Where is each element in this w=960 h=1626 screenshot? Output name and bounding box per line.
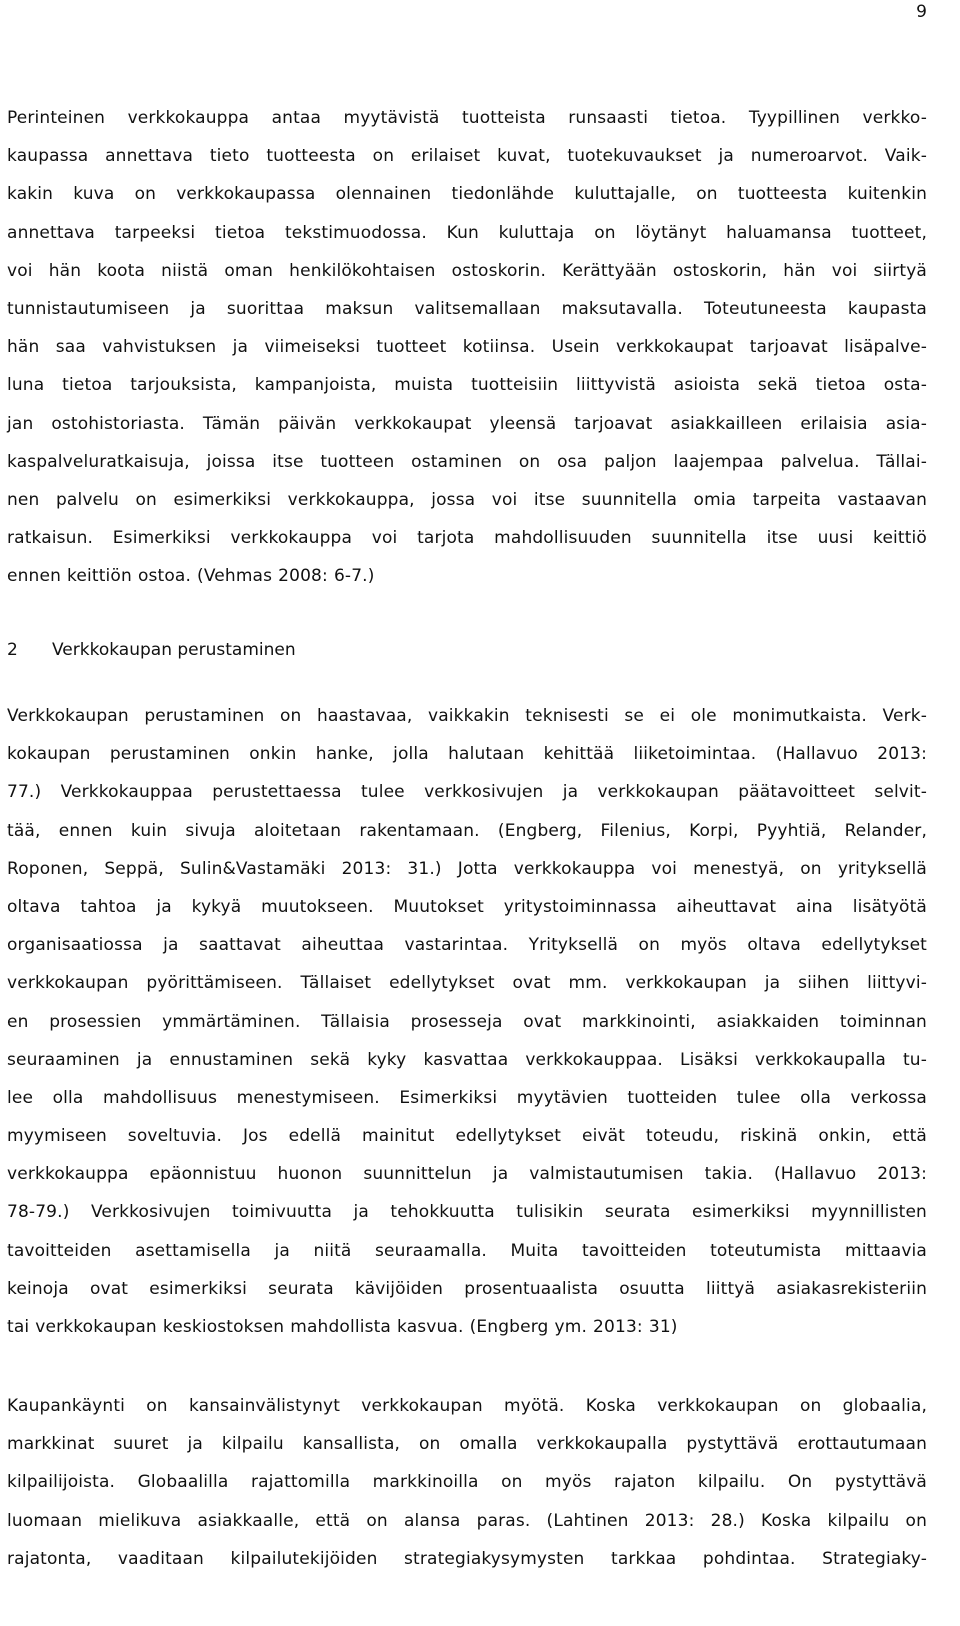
text-line: annettava tarpeeksi tietoa tekstimuodossa. Kun kuluttaja on löytänyt haluamansa tuotteet, [7, 222, 927, 243]
text-line: seuraaminen ja ennustaminen sekä kyky kasvattaa verkkokauppaa. Lisäksi verkkokaupalla tu- [7, 1049, 927, 1070]
text-line: tää, ennen kuin sivuja aloitetaan rakentamaan. (Engberg, Filenius, Korpi, Pyyhtiä, Relander, [7, 820, 927, 841]
text-line: tunnistautumiseen ja suorittaa maksun valitsemallaan maksutavalla. Toteutuneesta kaupasta [7, 298, 927, 319]
text-line: tai verkkokaupan keskiostoksen mahdollista kasvua. (Engberg ym. 2013: 31) [7, 1317, 678, 1337]
text-line: voi hän koota niistä oman henkilökohtaisen ostoskorin. Kerättyään ostoskorin, hän voi siirtyä [7, 260, 927, 281]
text-line: kaspalveluratkaisuja, joissa itse tuotteen ostaminen on osa paljon laajempaa palvelua. Tällai- [7, 451, 927, 472]
text-line: ennen keittiön ostoa. (Vehmas 2008: 6-7.) [7, 566, 375, 587]
text-line: Perinteinen verkkokauppa antaa myytävistä tuotteista runsaasti tietoa. Tyypillinen verkko- [7, 108, 927, 128]
text-line: 78-79.) Verkkosivujen toimivuutta ja tehokkuutta tulisikin seurata esimerkiksi myynnillisten [7, 1202, 927, 1223]
text-line: Verkkokaupan perustaminen on haastavaa, vaikkakin teknisesti se ei ole monimutkaista. Verk- [7, 706, 927, 726]
text-line: luomaan mielikuva asiakkaalle, että on alansa paras. (Lahtinen 2013: 28.) Koska kilpailu on [7, 1510, 927, 1531]
paragraph-founding [7, 697, 927, 1346]
text-line: ratkaisun. Esimerkiksi verkkokauppa voi tarjota mahdollisuuden suunnitella itse uusi keittiö [7, 528, 927, 549]
text-line: verkkokauppa epäonnistuu huonon suunnittelun ja valmistautumisen takia. (Hallavuo 2013: [7, 1164, 927, 1185]
text-line: hän saa vahvistuksen ja viimeiseksi tuotteet kotiinsa. Usein verkkokaupat tarjoavat lisäpalve- [7, 337, 927, 358]
text-line: kokaupan perustaminen onkin hanke, jolla halutaan kehittää liiketoimintaa. (Hallavuo 2013: [7, 744, 927, 765]
text-line: luna tietoa tarjouksista, kampanjoista, muista tuotteisiin liittyvistä asioista sekä tietoa osta- [7, 375, 927, 396]
text-line: 77.) Verkkokauppaa perustettaessa tulee verkkosivujen ja verkkokaupan päätavoitteet selvit- [7, 782, 927, 803]
text-line: Roponen, Seppä, Sulin&Vastamäki 2013: 31.) Jotta verkkokauppa voi menestyä, on yrityksellä [7, 858, 927, 879]
paragraph-intro [7, 99, 927, 595]
text-line: oltava tahtoa ja kykyä muutokseen. Muutokset yritystoiminnassa aiheuttavat aina lisätyötä [7, 896, 927, 917]
text-line: myymiseen soveltuvia. Jos edellä mainitut edellytykset eivät toteudu, riskinä onkin, että [7, 1126, 927, 1147]
text-line: en prosessien ymmärtäminen. Tällaisia prosesseja ovat markkinointi, asiakkaiden toiminnan [7, 1011, 927, 1032]
text-line: kakin kuva on verkkokaupassa olennainen tiedonlähde kuluttajalle, on tuotteesta kuitenkin [7, 184, 927, 205]
paragraph-international [7, 1387, 927, 1578]
text-line: rajatonta, vaaditaan kilpailutekijöiden strategiakysymysten tarkkaa pohdintaa. Strategiaky- [7, 1548, 927, 1569]
section-title: Verkkokaupan perustaminen [52, 640, 296, 660]
text-line: lee olla mahdollisuus menestymiseen. Esimerkiksi myytävien tuotteiden tulee olla verkossa [7, 1087, 927, 1108]
text-line: verkkokaupan pyörittämiseen. Tällaiset edellytykset ovat mm. verkkokaupan ja siihen liittyvi- [7, 973, 927, 994]
text-line: tavoitteiden asettamisella ja niitä seuraamalla. Muita tavoitteiden toteutumista mittaavia [7, 1240, 927, 1261]
text-line: kilpailijoista. Globaalilla rajattomilla markkinoilla on myös rajaton kilpailu. On pystyttävä [7, 1472, 927, 1493]
text-line: jan ostohistoriasta. Tämän päivän verkkokaupat yleensä tarjoavat asiakkailleen erilaisia asia- [7, 413, 927, 434]
text-line: markkinat suuret ja kilpailu kansallista, on omalla verkkokaupalla pystyttävä erottautumaan [7, 1434, 927, 1455]
text-line: kaupassa annettava tieto tuotteesta on erilaiset kuvat, tuotekuvaukset ja numeroarvot. Vaik- [7, 146, 927, 167]
text-line: keinoja ovat esimerkiksi seurata kävijöiden prosentuaalista osuutta liittyä asiakasrekisteriin [7, 1278, 927, 1299]
text-line: Kaupankäynti on kansainvälistynyt verkkokaupan myötä. Koska verkkokaupan on globaalia, [7, 1396, 927, 1416]
section-number: 2 [7, 640, 18, 660]
page-number: 9 [916, 2, 927, 22]
section-heading [7, 631, 296, 669]
text-line: organisaatiossa ja saattavat aiheuttaa vastarintaa. Yrityksellä on myös oltava edellytykset [7, 935, 927, 956]
text-line: nen palvelu on esimerkiksi verkkokauppa, jossa voi itse suunnitella omia tarpeita vastaavan [7, 489, 927, 510]
